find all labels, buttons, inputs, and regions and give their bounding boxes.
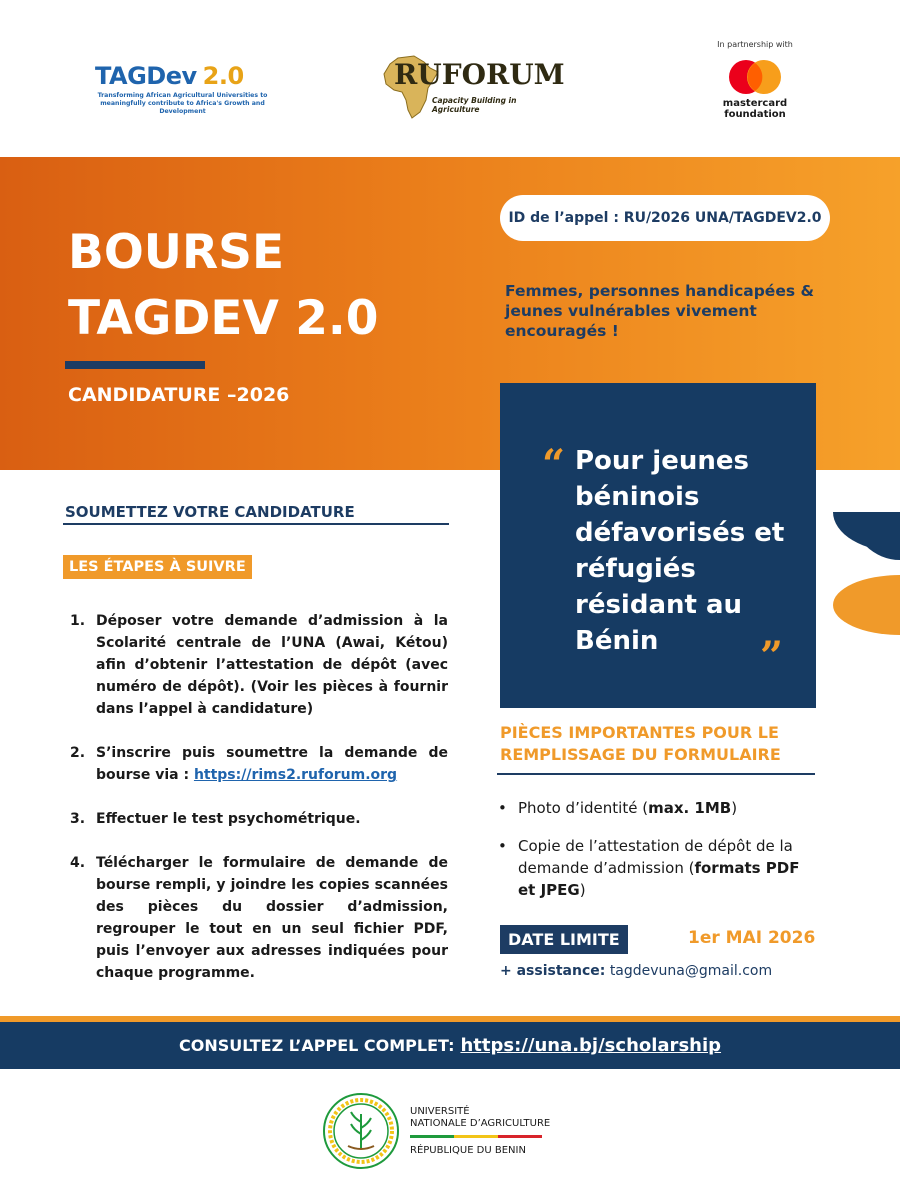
tagdev-wordmark [95,62,295,90]
mastercard-foundation-name [700,98,810,120]
call-id-pill: ID de l’appel : RU/2026 UNA/TAGDEV2.0 [500,195,830,241]
step-text-body: S’inscrire puis soumettre la demande de bourse via : [96,745,448,783]
quote-close-mark: ” [760,633,784,680]
step-item [70,808,448,830]
step-item [70,852,448,984]
encouragement-text: Femmes, personnes handicapées & jeunes vulnérables vivement encouragés ! [505,282,814,340]
page-title [68,220,378,352]
documents-title-underline [497,773,815,775]
documents-title: PIÈCES IMPORTANTES POUR LE REMPLISSAGE DU FORMULAIRE [500,723,781,764]
step-number: 2. [70,745,86,761]
submit-section-title: SOUMETTEZ VOTRE CANDIDATURE [65,503,355,521]
assistance-email[interactable]: tagdevuna@gmail.com [609,963,773,979]
scholarship-link[interactable]: https://una.bj/scholarship [460,1035,722,1056]
deadline-badge: DATE LIMITE [500,925,628,954]
assistance-line [500,963,772,979]
partner-label: In partnership with [717,40,793,49]
step-number: 4. [70,855,86,871]
footer-cta: CONSULTEZ L’APPEL COMPLET: [178,1036,455,1055]
deadline-date: 1er MAI 2026 [688,928,816,948]
document-end-1: ) [731,799,738,817]
quote-text: Pour jeunes béninois défavorisés et réfugiés résidant au Bénin [575,446,785,656]
document-item [498,797,818,819]
step-item [70,610,448,720]
title-line-2: TAGDEV 2.0 [68,291,379,346]
step-text: Télécharger le formulaire de demande de bourse rempli, y joindre les copies scannées des pièces du dossier d’admission, regrouper le tout en un seul fichier PDF, puis l’envoyer aux adresses indiquées pour chaque programme. [96,855,448,981]
document-text [518,797,737,819]
document-item [498,835,818,901]
document-end-2: ) [579,881,586,899]
title-underline [65,361,205,369]
university-country: RÉPUBLIQUE DU BENIN [410,1145,526,1156]
assistance-label: + assistance: [500,963,606,979]
benin-flag-stripe [410,1135,542,1138]
ruforum-logo [380,52,565,124]
tagdev-main: TAGDev [95,62,197,90]
ruforum-tagline: Capacity Building in Agriculture [432,96,517,114]
ruforum-wordmark: RUFORUM [394,58,565,91]
document-text [518,835,818,901]
mastercard-name-line1: mastercard [722,98,788,109]
tagdev-logo [95,62,295,116]
mastercard-name-line2: foundation [724,109,786,120]
steps-badge: LES ÉTAPES À SUIVRE [63,555,252,579]
quote-open-mark: “ [542,441,566,488]
step-text [96,742,448,786]
university-name-line2: NATIONALE D’AGRICULTURE [410,1118,551,1129]
step-number: 1. [70,613,86,629]
document-bold-2: formats PDF et JPEG [518,859,800,899]
documents-list [498,797,818,917]
footer-band [0,1022,900,1069]
university-name [410,1106,550,1130]
rims-link[interactable]: https://rims2.ruforum.org [193,767,398,783]
page-subtitle: CANDIDATURE –2026 [68,384,290,406]
step-item [70,742,448,786]
step-text: Effectuer le test psychométrique. [96,811,361,827]
tagdev-tagline: Transforming African Agricultural Universities to meaningfully contribute to Africa's Growth and Development [97,92,268,115]
document-bold-1: max. 1MB [648,799,732,817]
title-line-1: BOURSE [68,225,285,280]
quote-box [500,383,816,708]
tagdev-version: 2.0 [202,62,244,90]
bullet-icon: • [498,837,507,855]
mastercard-logo-icon [725,58,785,96]
university-seal-icon [322,1092,400,1170]
step-text: Déposer votre demande d’admission à la Scolarité centrale de l’UNA (Awai, Kétou) afin d’obtenir l’attestation de dépôt (avec numéro de dépôt). (Voir les pièces à fournir dans l’appel à candidature) [96,613,448,717]
steps-list [70,610,448,1006]
submit-title-underline [63,523,449,525]
bullet-icon: • [498,799,507,817]
document-text-2: Copie de l’attestation de dépôt de la demande d’admission ( [518,837,793,877]
university-name-line1: UNIVERSITÉ [410,1106,470,1117]
document-text-1: Photo d’identité ( [518,799,649,817]
step-number: 3. [70,811,86,827]
